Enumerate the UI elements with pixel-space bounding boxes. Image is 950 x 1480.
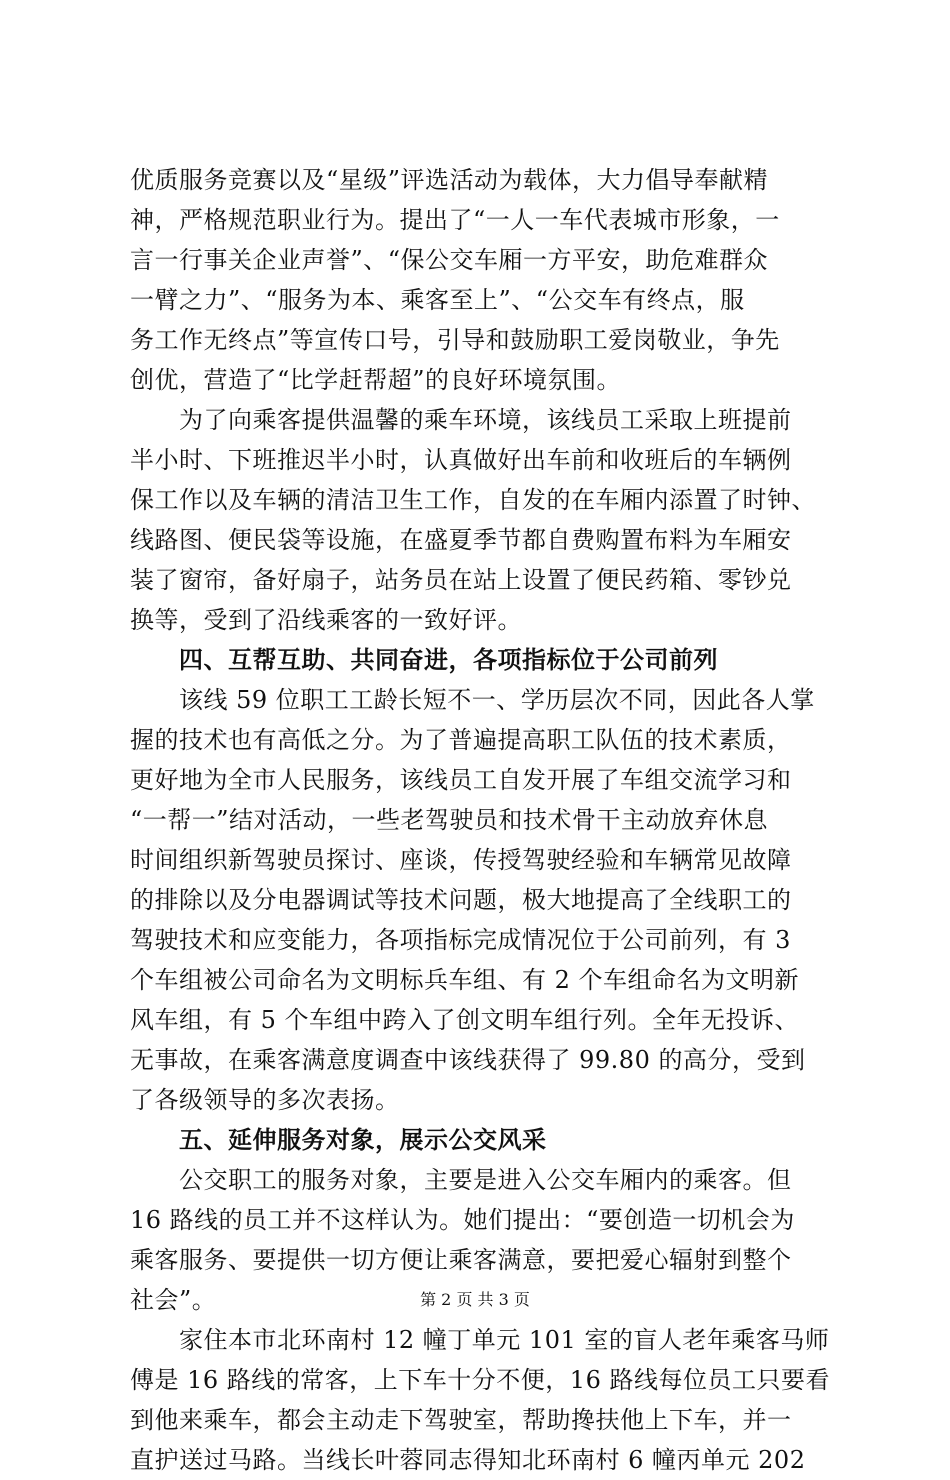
section-heading: 四、互帮互助、共同奋进，各项指标位于公司前列 [130, 645, 718, 674]
text-line: 风车组，有 5 个车组中跨入了创文明车组行列。全年无投诉、 [130, 1006, 800, 1034]
page-footer: 第 2 页 共 3 页 [420, 1290, 530, 1309]
text-line: 创优，营造了“比学赶帮超”的良好环境氛围。 [130, 366, 622, 394]
text-line: 言一行事关企业声誉”、“保公交车厢一方平安，助危难群众 [130, 246, 769, 274]
text-line: 神，严格规范职业行为。提出了“一人一车代表城市形象，一 [130, 206, 780, 234]
text-line: 务工作无终点”等宣传口号，引导和鼓励职工爱岗敬业，争先 [130, 326, 780, 354]
text-line: 装了窗帘，备好扇子，站务员在站上设置了便民药箱、零钞兑 [130, 566, 792, 594]
text-line: 直护送过马路。当线长叶蓉同志得知北环南村 6 幢丙单元 202 [130, 1446, 806, 1474]
text-line: 社会”。 [130, 1286, 217, 1314]
text-line: 到他来乘车，都会主动走下驾驶室，帮助搀扶他上下车，并一 [130, 1406, 792, 1434]
text-line: 为了向乘客提供温馨的乘车环境，该线员工采取上班提前 [130, 406, 792, 434]
text-line: 保工作以及车辆的清洁卫生工作，自发的在车厢内添置了时钟、 [130, 486, 816, 514]
text-line: 优质服务竞赛以及“星级”评选活动为载体，大力倡导奉献精 [130, 166, 769, 194]
text-line: 了各级领导的多次表扬。 [130, 1086, 400, 1114]
text-line: 时间组织新驾驶员探讨、座谈，传授驾驶经验和车辆常见故障 [130, 846, 792, 874]
text-line: 无事故，在乘客满意度调查中该线获得了 99.80 的高分，受到 [130, 1046, 806, 1074]
text-line: 该线 59 位职工工龄长短不一、学历层次不同，因此各人掌 [130, 686, 815, 714]
text-line: 个车组被公司命名为文明标兵车组、有 2 个车组命名为文明新 [130, 966, 800, 994]
text-line: 换等，受到了沿线乘客的一致好评。 [130, 606, 522, 634]
text-line: 的排除以及分电器调试等技术问题，极大地提高了全线职工的 [130, 886, 792, 914]
section-heading: 五、延伸服务对象，展示公交风采 [130, 1125, 547, 1154]
text-line: 乘客服务、要提供一切方便让乘客满意，要把爱心辐射到整个 [130, 1246, 792, 1274]
text-line: 公交职工的服务对象，主要是进入公交车厢内的乘客。但 [130, 1166, 792, 1194]
text-line: 线路图、便民袋等设施，在盛夏季节都自费购置布料为车厢安 [130, 526, 792, 554]
text-line: 驾驶技术和应变能力，各项指标完成情况位于公司前列，有 3 [130, 926, 791, 954]
text-line: 家住本市北环南村 12 幢丁单元 101 室的盲人老年乘客马师 [130, 1326, 830, 1354]
text-line: 傅是 16 路线的常客，上下车十分不便，16 路线每位员工只要看 [130, 1366, 830, 1394]
text-line: 半小时、下班推迟半小时，认真做好出车前和收班后的车辆例 [130, 446, 792, 474]
text-line: 握的技术也有高低之分。为了普遍提高职工队伍的技术素质， [130, 726, 792, 754]
text-line: 16 路线的员工并不这样认为。她们提出：“要创造一切机会为 [130, 1206, 795, 1234]
document-body [130, 160, 830, 1480]
text-line: 更好地为全市人民服务，该线员工自发开展了车组交流学习和 [130, 766, 792, 794]
text-line: “一帮一”结对活动，一些老驾驶员和技术骨干主动放弃休息 [130, 806, 769, 834]
text-line: 一臂之力”、“服务为本、乘客至上”、“公交车有终点，服 [130, 286, 745, 314]
